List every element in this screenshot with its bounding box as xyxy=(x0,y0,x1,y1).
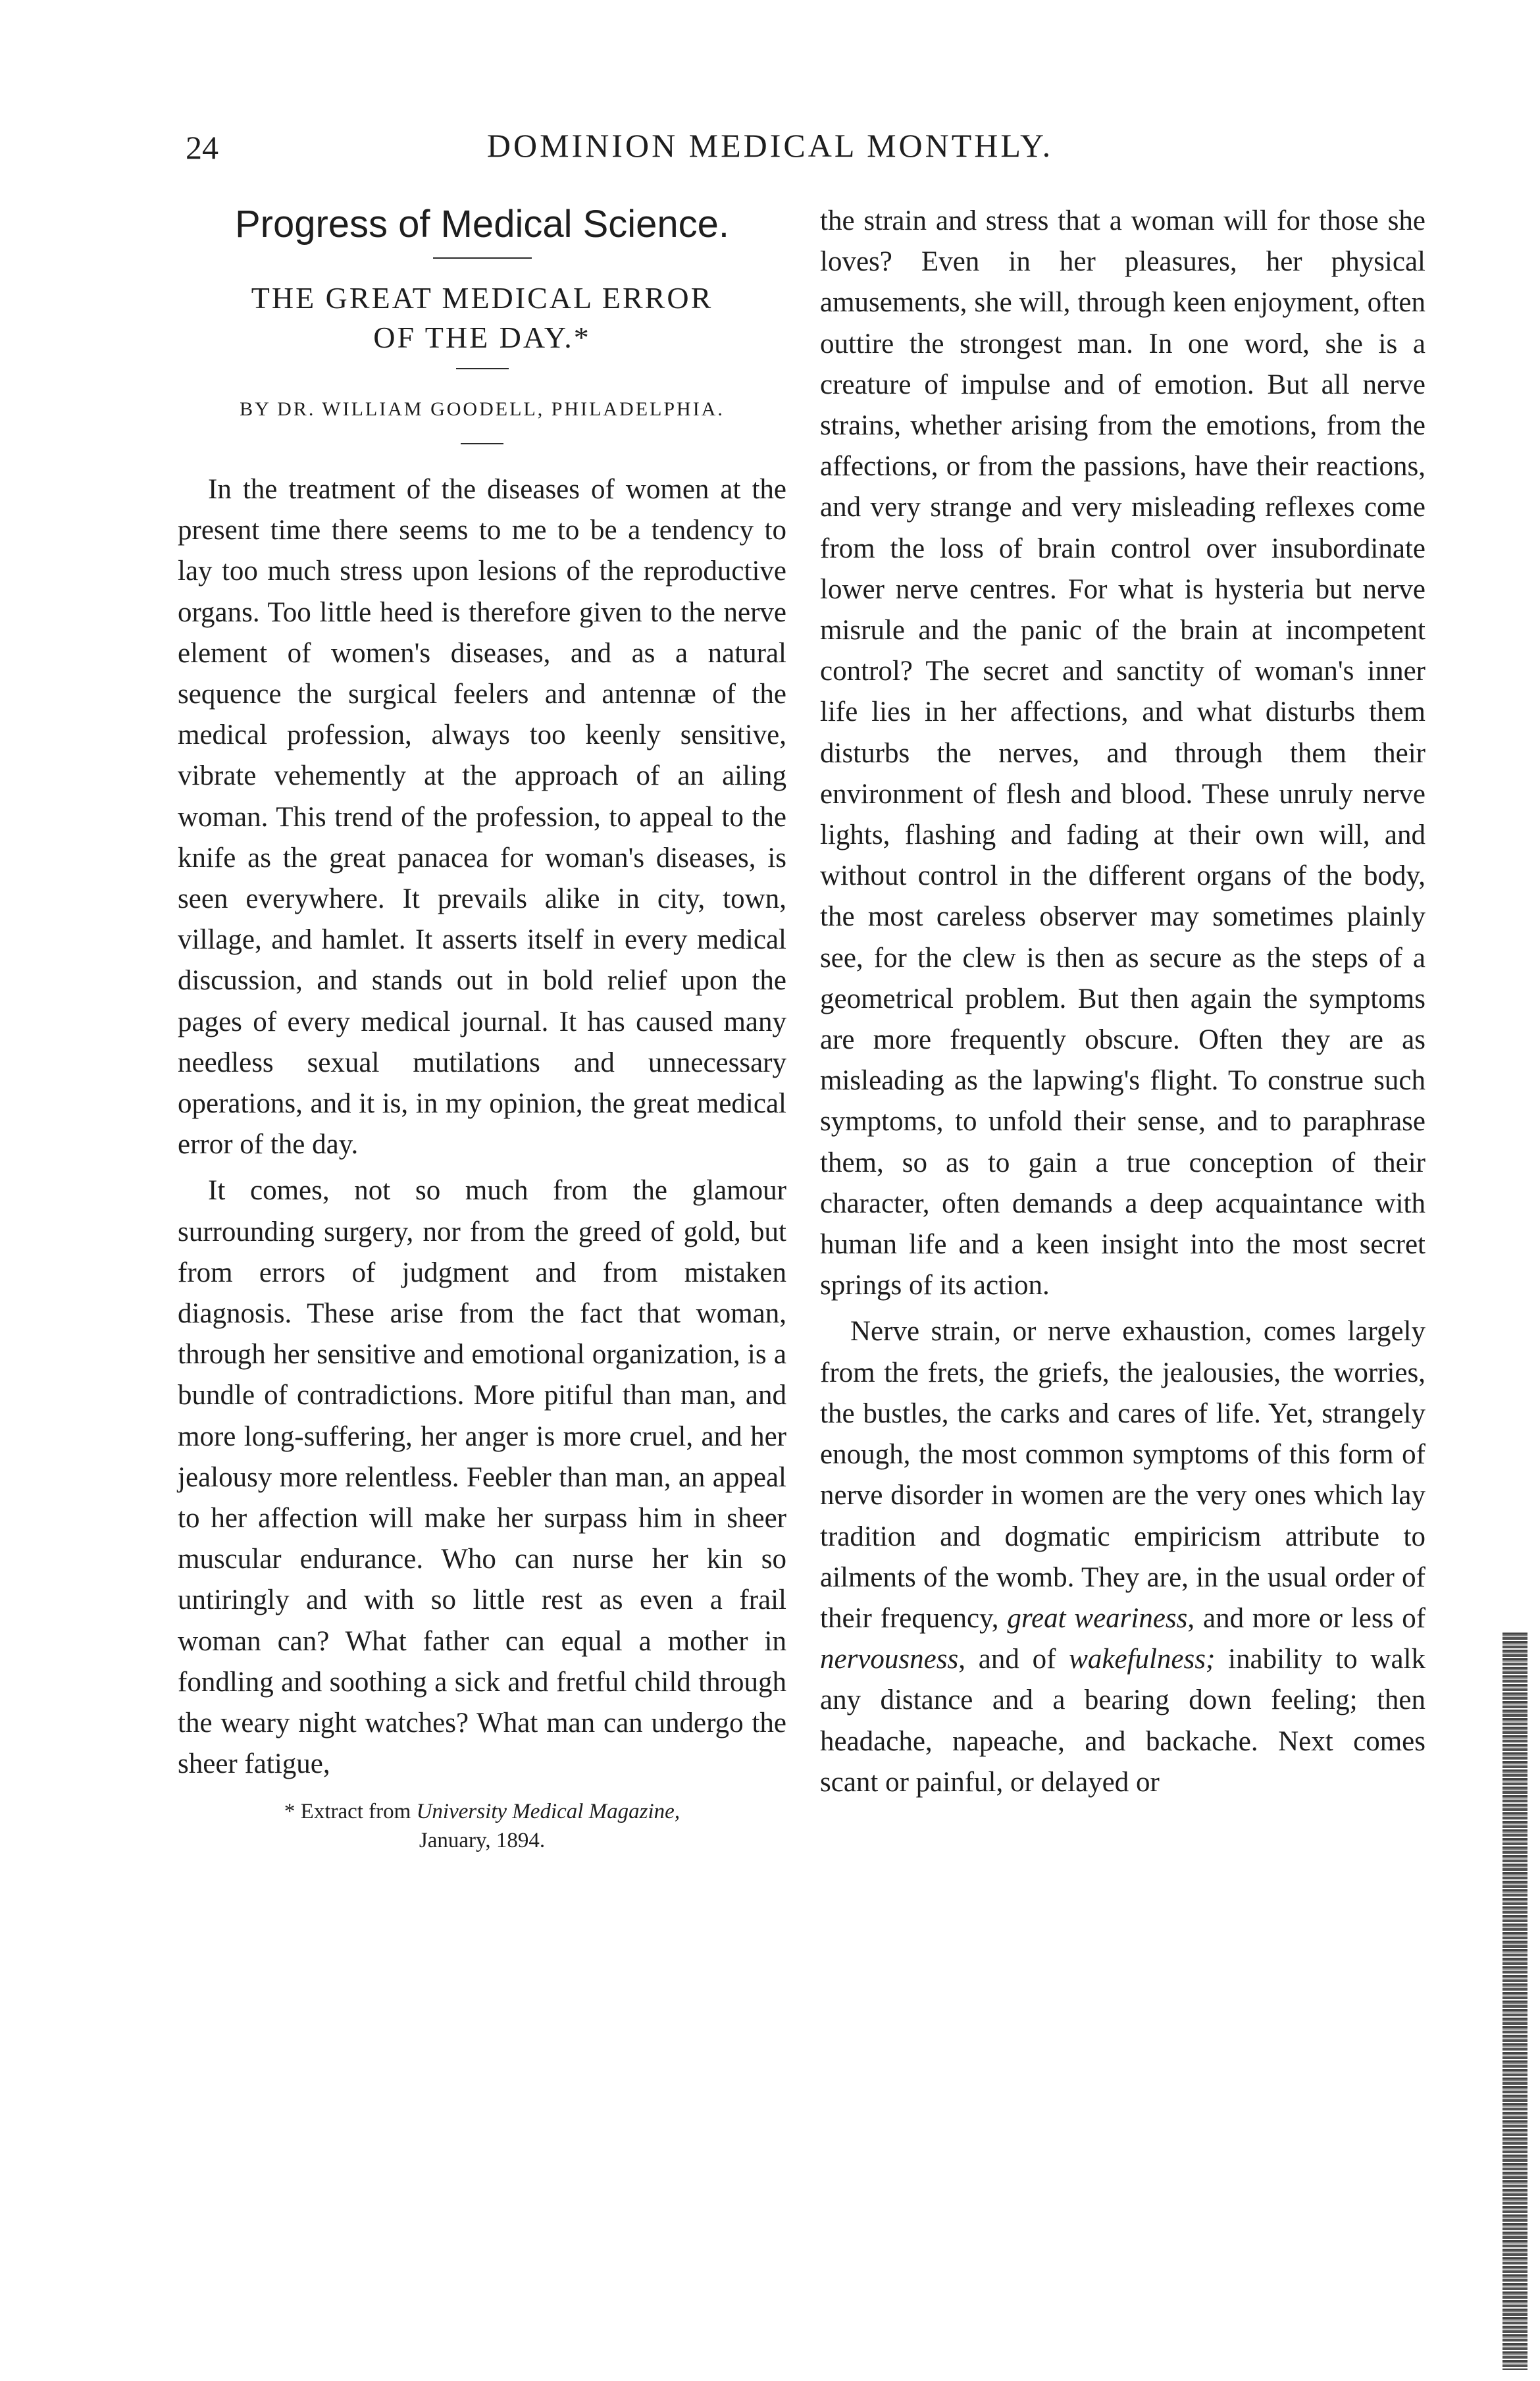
scan-edge-artifact xyxy=(1502,1633,1527,2370)
divider xyxy=(461,443,503,444)
emphasis: great weariness xyxy=(1007,1602,1188,1634)
paragraph: In the treatment of the diseases of women at the present time there seems to me to be a tendency to lay too much stress upon lesions of the reproductive organs. Too little heed is therefore given to the nerve element of women's diseases, and as a natural sequence the surgical feelers and antennæ of the medical profession, always too keenly sensitive, vibrate vehemently at the approach of an ailing woman. This trend of the profession, to appeal to the knife as the great panacea for woman's diseases, is seen everywhere. It prevails alike in city, town, village, and hamlet. It asserts itself in every medical discussion, and stands out in bold relief upon the pages of every medical journal. It has caused many needless sexual mutilations and unnecessary operations, and it is, in my opinion, the great medical error of the day. xyxy=(178,474,786,1161)
emphasis: wakefulness; xyxy=(1069,1644,1216,1675)
text-run: , and more or less of xyxy=(1187,1602,1426,1634)
article-title-line-1: THE GREAT MEDICAL ERROR xyxy=(251,281,713,315)
page-number: 24 xyxy=(186,129,218,166)
right-column xyxy=(820,201,1425,1803)
footnote xyxy=(178,1797,786,1855)
byline: BY DR. WILLIAM GOODELL, PHILADELPHIA. xyxy=(240,398,725,420)
left-column xyxy=(178,201,786,1855)
divider xyxy=(433,257,532,259)
text-run: , and of xyxy=(958,1644,1069,1675)
article-title-line-2: OF THE DAY.* xyxy=(373,321,591,354)
text-run: Nerve strain, or nerve exhaustion, comes largely from the frets, the griefs, the jealousies, the worries, the bustles, the carks and cares of life. Yet, strangely enough, the most common symptoms of this form of nerve disorder in women are the very ones which lay tradition and dogmatic empiricism attribute to ailments of the womb. They are, in the usual order of their frequency, xyxy=(820,1316,1425,1634)
paragraph: the strain and stress that a woman will for those she loves? Even in her pleasures, her physical amusements, she will, through keen enjoyment, often outtire the strongest man. In one word, she is a creature of impulse and of emotion. But all nerve strains, whether arising from the emotions, from the affections, or from the passions, have their reactions, and very strange and very misleading reflexes come from the loss of brain control over insubordinate lower nerve centres. For what is hysteria but nerve misrule and the panic of the brain at incompetent control? The secret and sanctity of woman's inner life lies in her affections, and what disturbs them disturbs the nerves, and through them their environment of flesh and blood. These unruly nerve lights, flashing and fading at their own will, and without control in the different organs of the body, the most careless observer may sometimes plainly see, for the clew is then as secure as the steps of a geometrical problem. But then again the symptoms are more frequently obscure. Often they are as misleading as the lapwing's flight. To construe such symptoms, to unfold their sense, and to paraphrase them, so as to gain a true conception of their character, often demands a deep acquaintance with human life and a keen insight into the most secret springs of its action. xyxy=(820,205,1425,1301)
divider xyxy=(456,368,509,369)
paragraph xyxy=(820,1311,1425,1802)
footnote-date: January, 1894. xyxy=(419,1828,546,1852)
text-run: inability to walk any distance and a bearing down feeling; then headache, napeache, and backache. Next comes scant or painful, or delayed or xyxy=(820,1644,1425,1798)
section-title: Progress of Medical Science. xyxy=(234,203,730,246)
footnote-lead: * Extract from xyxy=(284,1799,417,1823)
emphasis: nervousness xyxy=(820,1644,959,1675)
footnote-source: University Medical Magazine, xyxy=(416,1799,680,1823)
running-head: DOMINION MEDICAL MONTHLY. xyxy=(486,127,1054,164)
paragraph: It comes, not so much from the glamour surrounding surgery, nor from the greed of gold, but from errors of judgment and from mistaken diagnosis. These arise from the fact that woman, through her sensitive and emotional organization, is a bundle of contradictions. More pitiful than man, and more long-suffering, her anger is more cruel, and her jealousy more relentless. Feebler than man, an appeal to her affection will make her surpass him in sheer muscular endurance. Who can nurse her kin so untiringly and with so little rest as even a frail woman can? What father can equal a mother in fondling and soothing a sick and fretful child through the weary night watches? What man can undergo the sheer fatigue, xyxy=(178,1175,786,1780)
